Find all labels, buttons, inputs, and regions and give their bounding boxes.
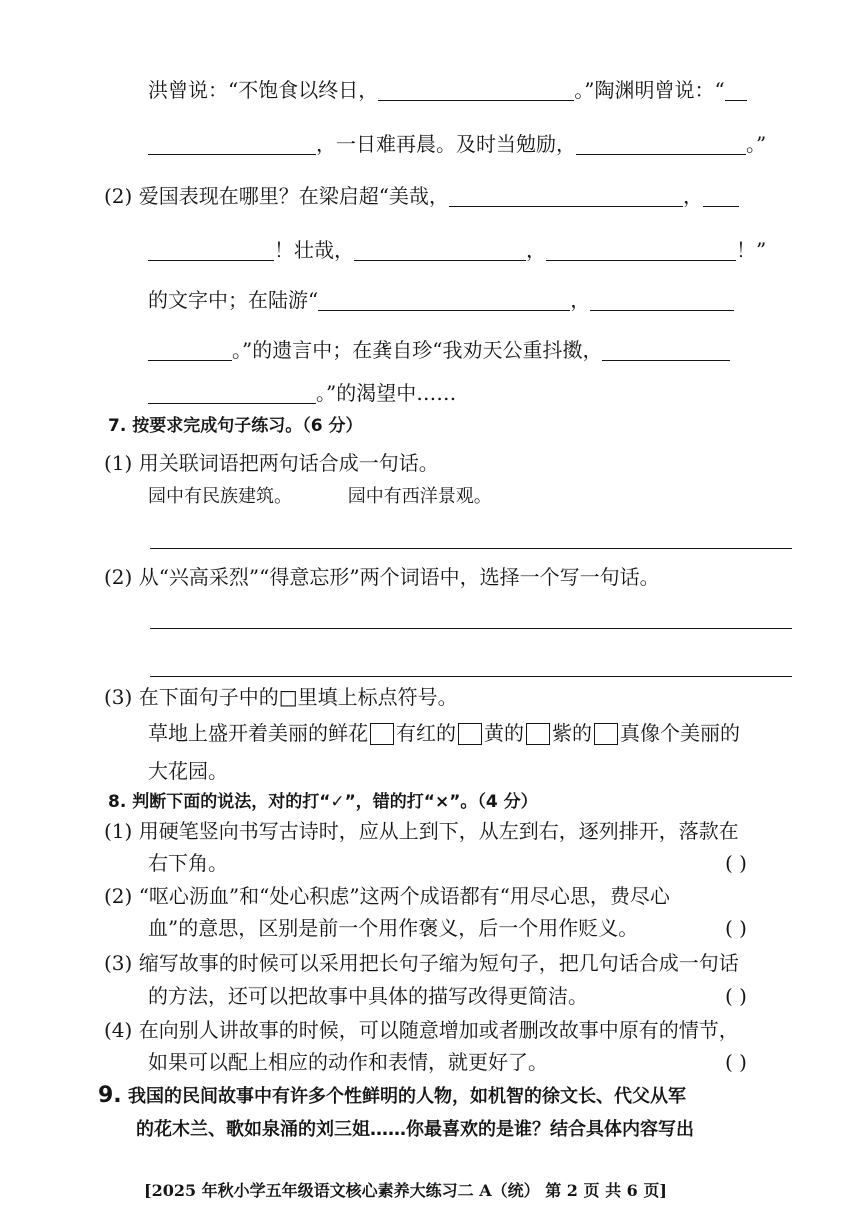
answer-line[interactable] <box>150 676 792 677</box>
q8-heading: 8. 判断下面的说法，对的打“✓”，错的打“×”。（4 分） <box>108 792 538 812</box>
q8-item-2: (2) “呕心沥血”和“处心积虑”这两个成语都有“用尽心思，费尽心 <box>104 884 670 908</box>
q8-item-4-cont: 如果可以配上相应的动作和表情，就更好了。 <box>148 1050 548 1074</box>
q6-1-line-2: ，一日难再晨。及时当勉励， 。” <box>148 131 766 157</box>
q7-1-sentences: 园中有民族建筑。 园中有西洋景观。 <box>148 486 492 507</box>
answer-blank[interactable] <box>148 240 274 261</box>
answer-blank[interactable] <box>576 134 746 155</box>
page-footer: [2025 年秋小学五年级语文核心素养大练习二 A（统） 第 2 页 共 6 页] <box>144 1181 667 1200</box>
answer-parentheses[interactable]: ( ) <box>725 984 747 1008</box>
q8-item-1-cont: 右下角。 <box>148 851 228 875</box>
q7-3-sentence-end: 大花园。 <box>148 759 228 783</box>
answer-blank[interactable] <box>703 186 739 207</box>
q6-1-line-1: 洪曾说：“不饱食以终日， 。”陶渊明曾说：“ <box>148 77 747 103</box>
answer-blank[interactable] <box>449 186 683 207</box>
punctuation-box[interactable] <box>370 723 394 745</box>
q9-line-1: 9. 我国的民间故事中有许多个性鲜明的人物，如机智的徐文长、代父从军 <box>98 1083 686 1108</box>
q6-2-line-3: 的文字中；在陆游“ ， <box>148 287 734 313</box>
q6-2-line-2: ！壮哉， ， ！” <box>148 237 766 263</box>
punctuation-box[interactable] <box>594 723 618 745</box>
answer-line[interactable] <box>150 548 792 549</box>
punctuation-box[interactable] <box>526 723 550 745</box>
q8-item-1: (1) 用硬笔竖向书写古诗时，应从上到下，从左到右，逐列排开，落款在 <box>104 819 739 843</box>
q6-2-line-4: 。”的遗言中；在龚自珍“我劝天公重抖擞， <box>148 337 730 363</box>
q8-item-4: (4) 在向别人讲故事的时候，可以随意增加或者删改故事中原有的情节， <box>104 1018 739 1042</box>
q6-2-line-5: 。”的渴望中…… <box>148 380 456 406</box>
answer-blank[interactable] <box>148 134 316 155</box>
punctuation-box[interactable] <box>458 723 482 745</box>
q8-item-3: (3) 缩写故事的时候可以采用把长句子缩为短句子，把几句话合成一句话 <box>104 951 739 975</box>
q7-2-prompt: (2) 从“兴高采烈”“得意忘形”两个词语中，选择一个写一句话。 <box>104 565 660 589</box>
answer-parentheses[interactable]: ( ) <box>725 916 747 940</box>
q6-2-line-1: (2) 爱国表现在哪里？在梁启超“美哉， ， <box>104 183 739 209</box>
answer-parentheses[interactable]: ( ) <box>725 1050 747 1074</box>
q8-item-3-cont: 的方法，还可以把故事中具体的描写改得更简洁。 <box>148 984 588 1008</box>
answer-blank[interactable] <box>546 240 736 261</box>
q7-3-sentence: 草地上盛开着美丽的鲜花 有红的 黄的 紫的 真像个美丽的 <box>148 721 740 745</box>
answer-blank[interactable] <box>725 80 747 101</box>
answer-parentheses[interactable]: ( ) <box>725 851 747 875</box>
q7-3-prompt: (3) 在下面句子中的□里填上标点符号。 <box>104 685 458 709</box>
answer-blank[interactable] <box>602 340 730 361</box>
q8-item-2-cont: 血”的意思，区别是前一个用作褒义，后一个用作贬义。 <box>148 916 639 940</box>
answer-blank[interactable] <box>148 340 232 361</box>
q7-heading: 7. 按要求完成句子练习。（6 分） <box>108 416 363 436</box>
answer-blank[interactable] <box>318 290 570 311</box>
answer-blank[interactable] <box>354 240 526 261</box>
q9-line-2: 的花木兰、歌如泉涌的刘三姐……你最喜欢的是谁？结合具体内容写出 <box>136 1119 694 1140</box>
answer-line[interactable] <box>150 628 792 629</box>
q7-1-prompt: (1) 用关联词语把两句话合成一句话。 <box>104 451 439 475</box>
answer-blank[interactable] <box>378 80 574 101</box>
answer-blank[interactable] <box>148 383 316 404</box>
answer-blank[interactable] <box>590 290 734 311</box>
